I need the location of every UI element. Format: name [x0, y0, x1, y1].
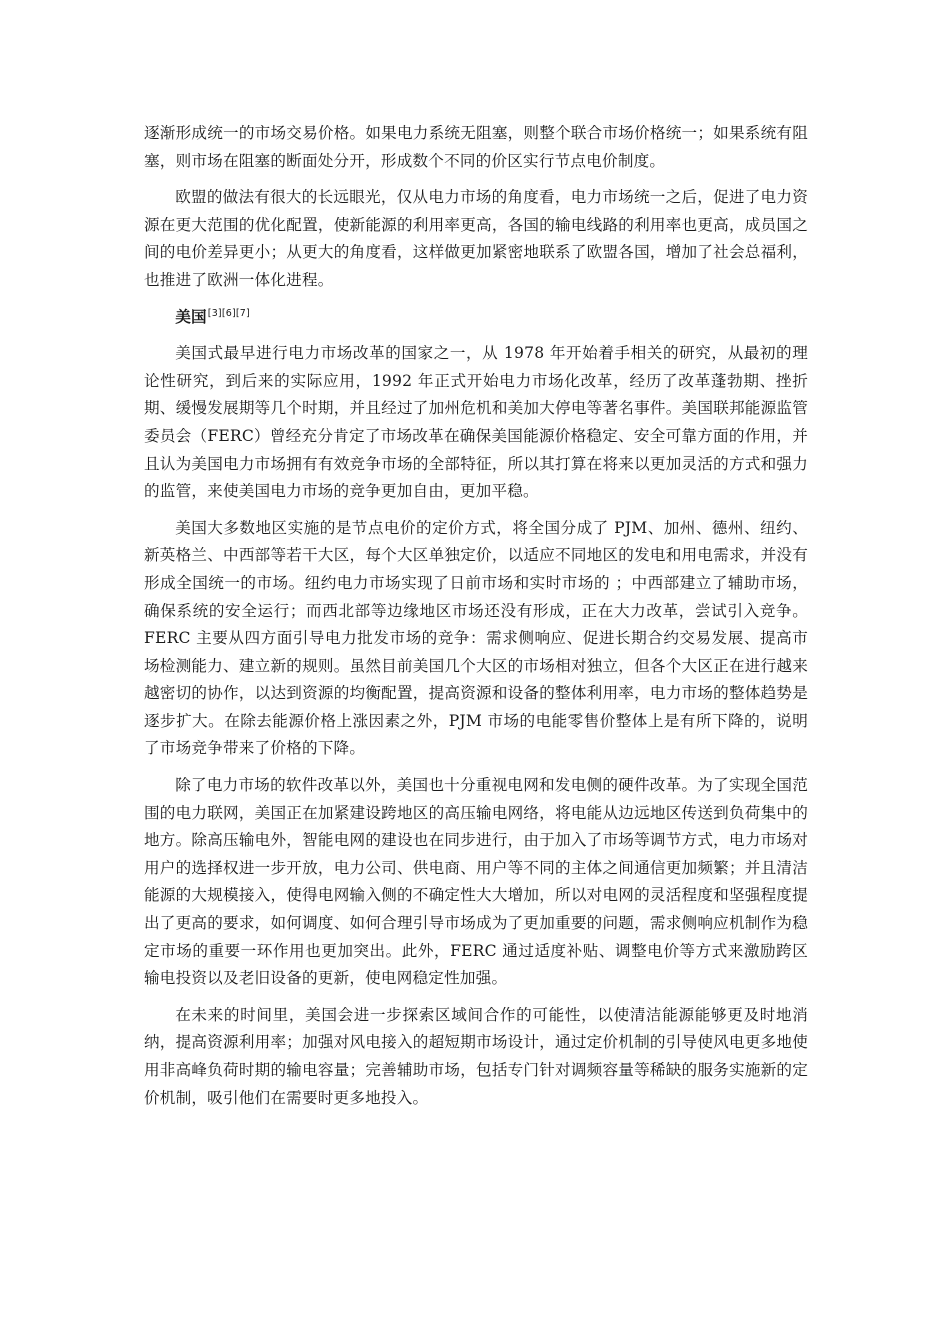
paragraph-eu-summary: 欧盟的做法有很大的长远眼光，仅从电力市场的角度看，电力市场统一之后，促进了电力资源在更大范围的优化配置，使新能源的利用率更高，各国的输电线路的利用率也更高，成员国之间的电价差异更小；从更大的角度看，这样做更加紧密地联系了欧盟各国，增加了社会总福利，也推进了欧洲一体化进程。: [144, 188, 808, 289]
citation-refs[interactable]: [3][6][7]: [207, 307, 250, 319]
section-title: 美国: [175, 307, 207, 326]
paragraph-usa-grid: 除了电力市场的软件改革以外，美国也十分重视电网和发电侧的硬件改革。为了实现全国范围的电力联网，美国正在加紧建设跨地区的高压输电网络，将电能从边远地区传送到负荷集中的地方。除高压输电外，智能电网的建设也在同步进行，由于加入了市场等调节方式，电力市场对用户的选择权进一步开放，电力公司、供电商、用户等不同的主体之间通信更加频繁；并且清洁能源的大规模接入，使得电网输入侧的不确定性大大增加，所以对电网的灵活程度和坚强程度提出了更高的要求，如何调度、如何合理引导市场成为了更加重要的问题，需求侧响应机制作为稳定市场的重要一环作用也更加突出。此外，FERC 通过适度补贴、调整电价等方式来激励跨区输电投资以及老旧设备的更新，使电网稳定性加强。: [144, 776, 808, 988]
document-page: [144, 120, 808, 1121]
paragraph-usa-history: 美国式最早进行电力市场改革的国家之一，从 1978 年开始着手相关的研究，从最初的理论性研究，到后来的实际应用，1992 年正式开始电力市场化改革，经历了改革蓬勃期、挫折期、缓慢发展期等几个时期，并且经过了加州危机和美加大停电等著名事件。美国联邦能源监管委员会（FERC）曾经充分肯定了市场改革在确保美国能源价格稳定、安全可靠方面的作用，并且认为美国电力市场拥有有效竞争市场的全部特征，所以其打算在将来以更加灵活的方式和强力的监管，来使美国电力市场的竞争更加自由，更加平稳。: [144, 344, 808, 501]
section-heading-usa: [144, 304, 808, 332]
paragraph-usa-future: 在未来的时间里，美国会进一步探索区域间合作的可能性，以使清洁能源能够更及时地消纳，提高资源利用率；加强对风电接入的超短期市场设计，通过定价机制的引导使风电更多地使用非高峰负荷时期的输电容量；完善辅助市场，包括专门针对调频容量等稀缺的服务实施新的定价机制，吸引他们在需要时更多地投入。: [144, 1005, 808, 1107]
paragraph-continuation: 逐渐形成统一的市场交易价格。如果电力系统无阻塞，则整个联合市场价格统一；如果系统有阻塞，则市场在阻塞的断面处分开，形成数个不同的价区实行节点电价制度。: [144, 124, 808, 170]
paragraph-usa-pricing: 美国大多数地区实施的是节点电价的定价方式，将全国分成了 PJM、加州、德州、纽约、新英格兰、中西部等若干大区，每个大区单独定价，以适应不同地区的发电和用电需求，并没有形成全国统一的市场。纽约电力市场实现了日前市场和实时市场的 ；中西部建立了辅助市场，确保系统的安全运行；而西北部等边缘地区市场还没有形成，正在大力改革，尝试引入竞争。FERC 主要从四方面引导电力批发市场的竞争：需求侧响应、促进长期合约交易发展、提高市场检测能力、建立新的规则。虽然目前美国几个大区的市场相对独立，但各个大区正在进行越来越密切的协作，以达到资源的均衡配置，提高资源和设备的整体利用率，电力市场的整体趋势是逐步扩大。在除去能源价格上涨因素之外，PJM 市场的电能零售价整体上是有所下降的，说明了市场竞争带来了价格的下降。: [144, 518, 808, 758]
